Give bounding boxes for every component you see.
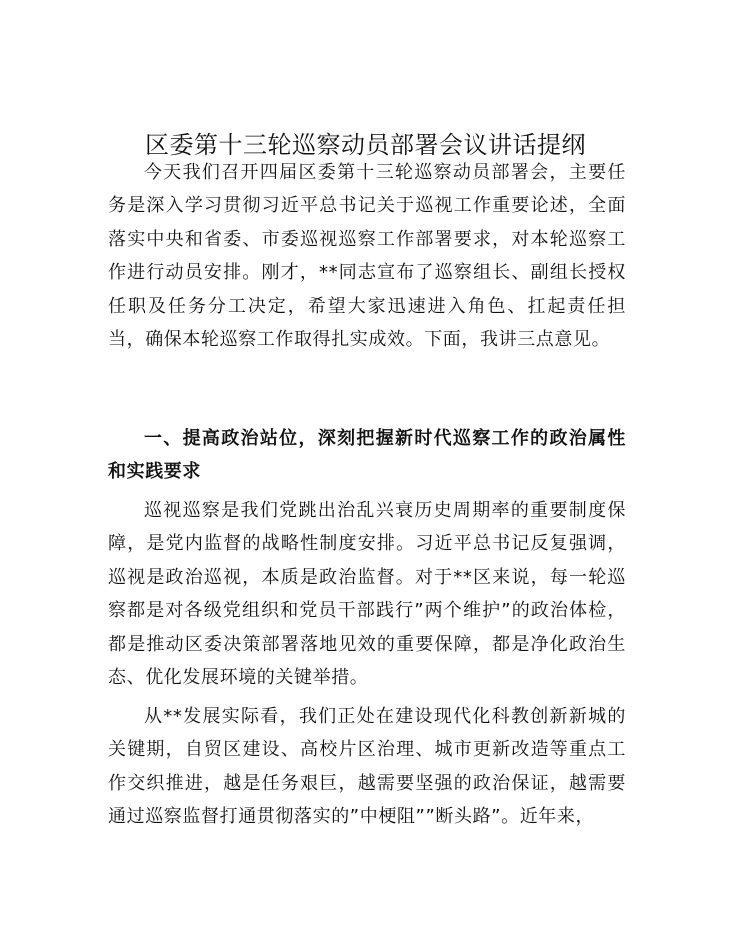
paragraph-2: 从**发展实际看，我们正处在建设现代化科教创新新城的关键期，自贸区建设、高校片区治理、城市更新改造等重点工作交织推进，越是任务艰巨，越需要坚强的政治保证，越需要通过巡察监督打通贯彻落实的”中梗阻””断头路”。近年来， bbox=[108, 706, 626, 828]
section-heading-1: 一、提高政治站位，深刻把握新时代巡察工作的政治属性和实践要求 bbox=[108, 428, 626, 483]
document-title: 区委第十三轮巡察动员部署会议讲话提纲 bbox=[145, 131, 586, 159]
paragraph-intro: 今天我们召开四届区委第十三轮巡察动员部署会，主要任务是深入学习贯彻习近平总书记关于巡视工作重要论述，全面落实中央和省委、市委巡视巡察工作部署要求，对本轮巡察工作进行动员安排。刚才，**同志宣布了巡察组长、副组长授权任职及任务分工决定，希望大家迅速进入角色、扛起责任担当，确保本轮巡察工作取得扎实成效。下面，我讲三点意见。 bbox=[108, 162, 626, 351]
paragraph-1: 巡视巡察是我们党跳出治乱兴衰历史周期率的重要制度保障，是党内监督的战略性制度安排。习近平总书记反复强调，巡视是政治巡视，本质是政治监督。对于**区来说，每一轮巡察都是对各级党组织和党员干部践行”两个维护”的政治体检，都是推动区委决策部署落地见效的重要保障，都是净化政治生态、优化发展环境的关键举措。 bbox=[108, 500, 626, 689]
